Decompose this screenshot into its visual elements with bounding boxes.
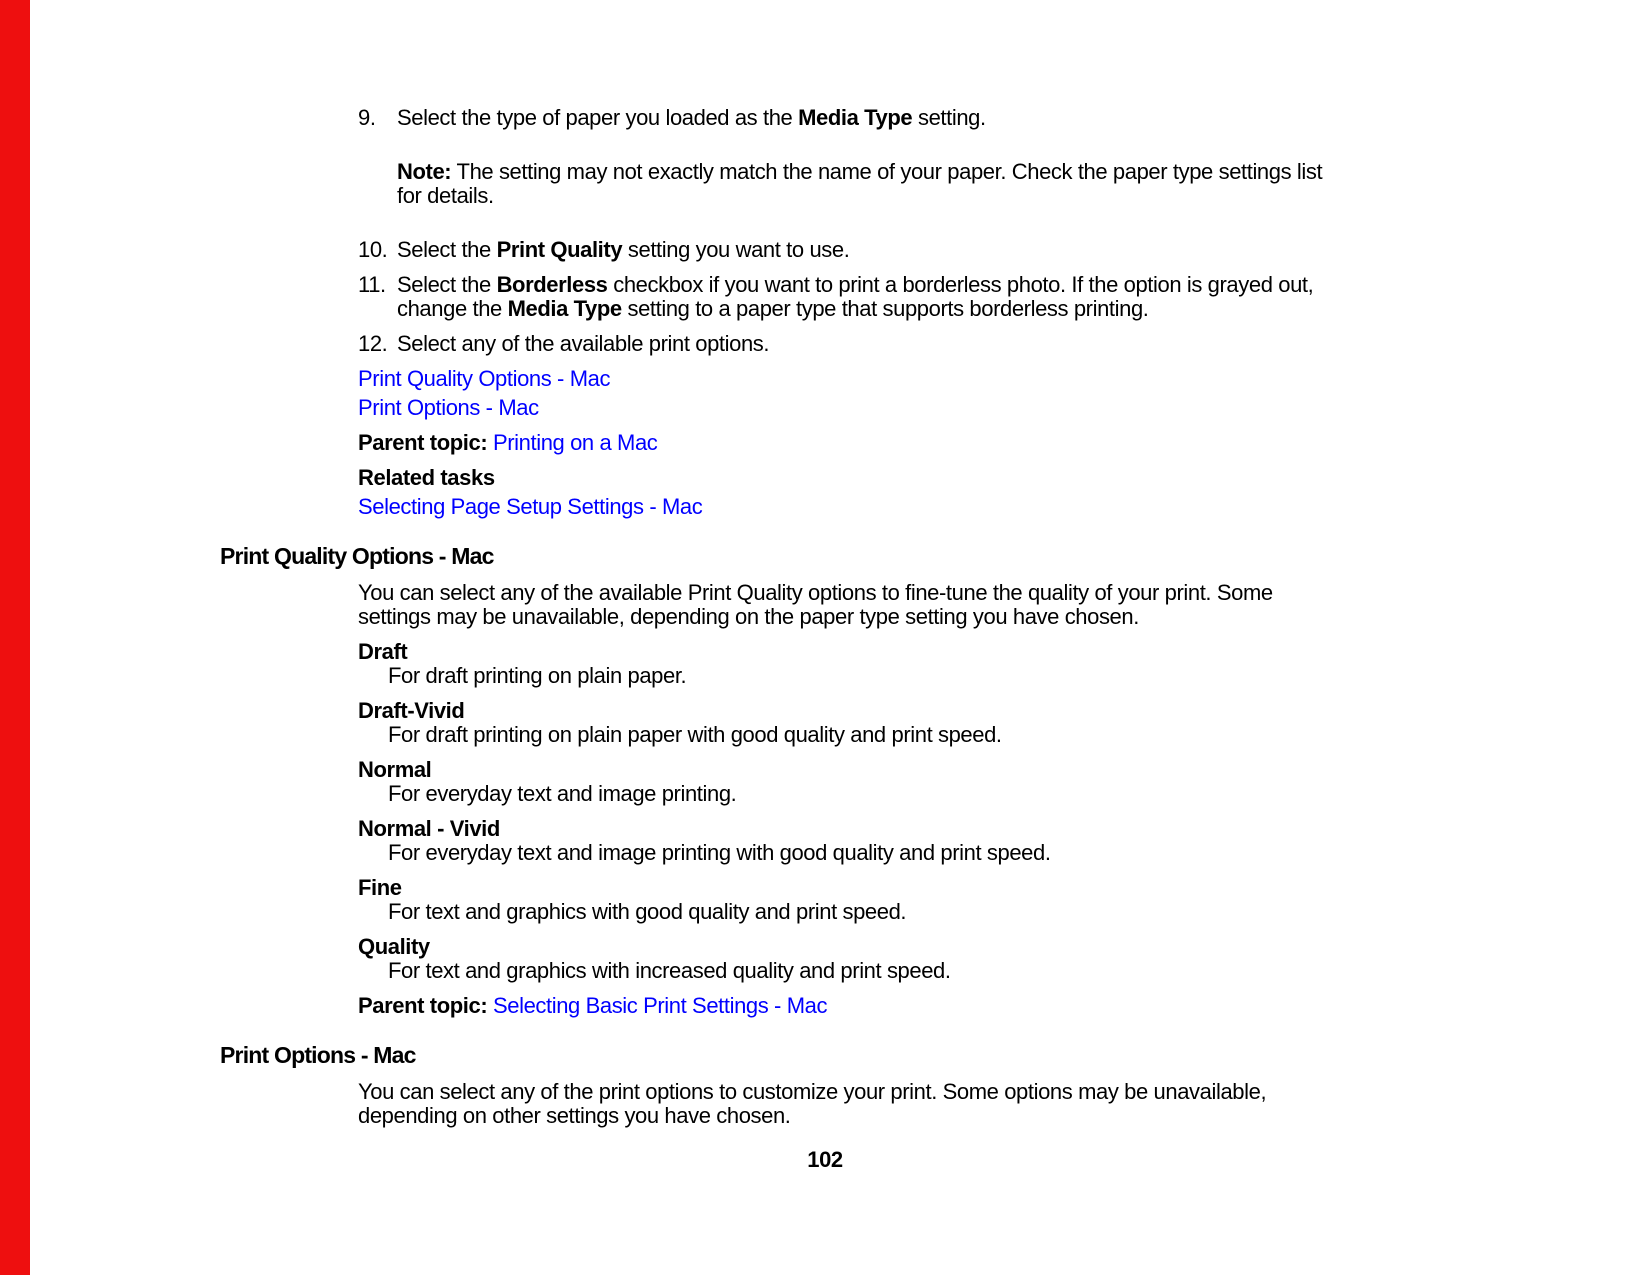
body-text: Select the type of paper you loaded as the bbox=[397, 105, 799, 130]
body-text: You can select any of the available Print Quality options to fine-tune the quality of your print. Some bbox=[358, 580, 1273, 605]
bold-text: Parent topic: bbox=[358, 993, 493, 1018]
text-line bbox=[0, 935, 1650, 959]
heading-print-options-mac bbox=[0, 1042, 1650, 1068]
text-line bbox=[0, 1080, 1650, 1104]
text-line bbox=[0, 332, 1650, 356]
body-text: depending on other settings you have chosen. bbox=[358, 1103, 791, 1128]
body-text: setting you want to use. bbox=[622, 237, 850, 262]
text-line bbox=[0, 699, 1650, 723]
text-line bbox=[0, 466, 1650, 490]
def-draft bbox=[0, 640, 1650, 688]
step-10 bbox=[0, 238, 1650, 262]
text-line bbox=[0, 273, 1650, 297]
def-fine bbox=[0, 876, 1650, 924]
text-line bbox=[0, 495, 1650, 519]
step-11 bbox=[0, 273, 1650, 321]
body-text: For draft printing on plain paper. bbox=[388, 663, 687, 688]
body-text: for details. bbox=[397, 183, 494, 208]
text-line bbox=[0, 1104, 1650, 1128]
text-line bbox=[0, 238, 1650, 262]
list-number: 10. bbox=[358, 237, 388, 262]
body-text: setting to a paper type that supports borderless printing. bbox=[621, 296, 1149, 321]
body-text: For draft printing on plain paper with good quality and print speed. bbox=[388, 722, 1002, 747]
hyperlink[interactable]: Selecting Basic Print Settings - Mac bbox=[492, 993, 828, 1018]
link-print-options-mac bbox=[0, 396, 1650, 420]
def-normal bbox=[0, 758, 1650, 806]
bold-text: Fine bbox=[358, 875, 402, 900]
def-normal-vivid bbox=[0, 817, 1650, 865]
body-text: Select any of the available print options. bbox=[397, 331, 770, 356]
text-line bbox=[0, 367, 1650, 391]
body-text: change the bbox=[397, 296, 508, 321]
bold-text: Print Quality bbox=[496, 237, 623, 262]
print-quality-intro bbox=[0, 581, 1650, 629]
step-9 bbox=[0, 106, 1650, 130]
body-text: checkbox if you want to print a borderless photo. If the option is grayed out, bbox=[607, 272, 1314, 297]
list-number: 9. bbox=[358, 105, 376, 130]
print-options-intro bbox=[0, 1080, 1650, 1128]
text-line bbox=[0, 959, 1650, 983]
text-line bbox=[0, 160, 1650, 184]
hyperlink[interactable]: Printing on a Mac bbox=[492, 430, 658, 455]
text-line bbox=[0, 841, 1650, 865]
text-line bbox=[0, 876, 1650, 900]
body-text: settings may be unavailable, depending on the paper type setting you have chosen. bbox=[358, 604, 1139, 629]
bold-text: Quality bbox=[358, 934, 430, 959]
section-heading-text bbox=[0, 543, 1650, 569]
bold-text: Normal bbox=[358, 757, 432, 782]
bold-text: Print Options - Mac bbox=[220, 1042, 416, 1068]
bold-text: Normal - Vivid bbox=[358, 816, 500, 841]
text-line bbox=[0, 900, 1650, 924]
def-quality bbox=[0, 935, 1650, 983]
text-line bbox=[0, 994, 1650, 1018]
text-line bbox=[0, 664, 1650, 688]
text-line bbox=[0, 782, 1650, 806]
def-draft-vivid bbox=[0, 699, 1650, 747]
text-line bbox=[0, 605, 1650, 629]
bold-text: Borderless bbox=[496, 272, 608, 297]
body-text: setting. bbox=[912, 105, 986, 130]
body-text: You can select any of the print options to customize your print. Some options may be unavailable, bbox=[358, 1079, 1267, 1104]
section-heading-text bbox=[0, 1042, 1650, 1068]
bold-text: Related tasks bbox=[358, 465, 495, 490]
text-line bbox=[0, 758, 1650, 782]
text-line bbox=[0, 184, 1650, 208]
text-line bbox=[0, 723, 1650, 747]
bold-text: Media Type bbox=[798, 105, 913, 130]
hyperlink[interactable]: Print Quality Options - Mac bbox=[358, 366, 611, 391]
page-number: 102 bbox=[807, 1147, 843, 1172]
parent-topic-2 bbox=[0, 994, 1650, 1018]
text-line bbox=[0, 581, 1650, 605]
body-text: Select the bbox=[397, 237, 497, 262]
list-number: 11. bbox=[358, 272, 386, 297]
text-line bbox=[0, 297, 1650, 321]
link-selecting-page-setup-settings-mac bbox=[0, 495, 1650, 519]
text-line bbox=[0, 396, 1650, 420]
bold-text: Draft bbox=[358, 639, 408, 664]
text-line bbox=[0, 640, 1650, 664]
bold-text: Note: bbox=[397, 159, 452, 184]
related-tasks-label bbox=[0, 466, 1650, 490]
list-number: 12. bbox=[358, 331, 388, 356]
text-line bbox=[0, 817, 1650, 841]
link-print-quality-options-mac bbox=[0, 367, 1650, 391]
body-text: For text and graphics with good quality and print speed. bbox=[388, 899, 907, 924]
text-line bbox=[0, 106, 1650, 130]
hyperlink[interactable]: Print Options - Mac bbox=[358, 395, 539, 420]
body-text: Select the bbox=[397, 272, 497, 297]
hyperlink[interactable]: Selecting Page Setup Settings - Mac bbox=[358, 494, 703, 519]
parent-topic-1 bbox=[0, 431, 1650, 455]
body-text: For everyday text and image printing with good quality and print speed. bbox=[388, 840, 1051, 865]
step-12 bbox=[0, 332, 1650, 356]
body-text: The setting may not exactly match the name of your paper. Check the paper type settings list bbox=[451, 159, 1323, 184]
bold-text: Draft-Vivid bbox=[358, 698, 465, 723]
body-text: For everyday text and image printing. bbox=[388, 781, 737, 806]
text-line bbox=[0, 431, 1650, 455]
document-content bbox=[0, 106, 1650, 1128]
page-footer bbox=[0, 1148, 1650, 1172]
note-paragraph bbox=[0, 160, 1650, 208]
bold-text: Parent topic: bbox=[358, 430, 493, 455]
bold-text: Media Type bbox=[507, 296, 622, 321]
bold-text: Print Quality Options - Mac bbox=[220, 543, 494, 569]
heading-print-quality-options-mac bbox=[0, 543, 1650, 569]
body-text: For text and graphics with increased quality and print speed. bbox=[388, 958, 951, 983]
